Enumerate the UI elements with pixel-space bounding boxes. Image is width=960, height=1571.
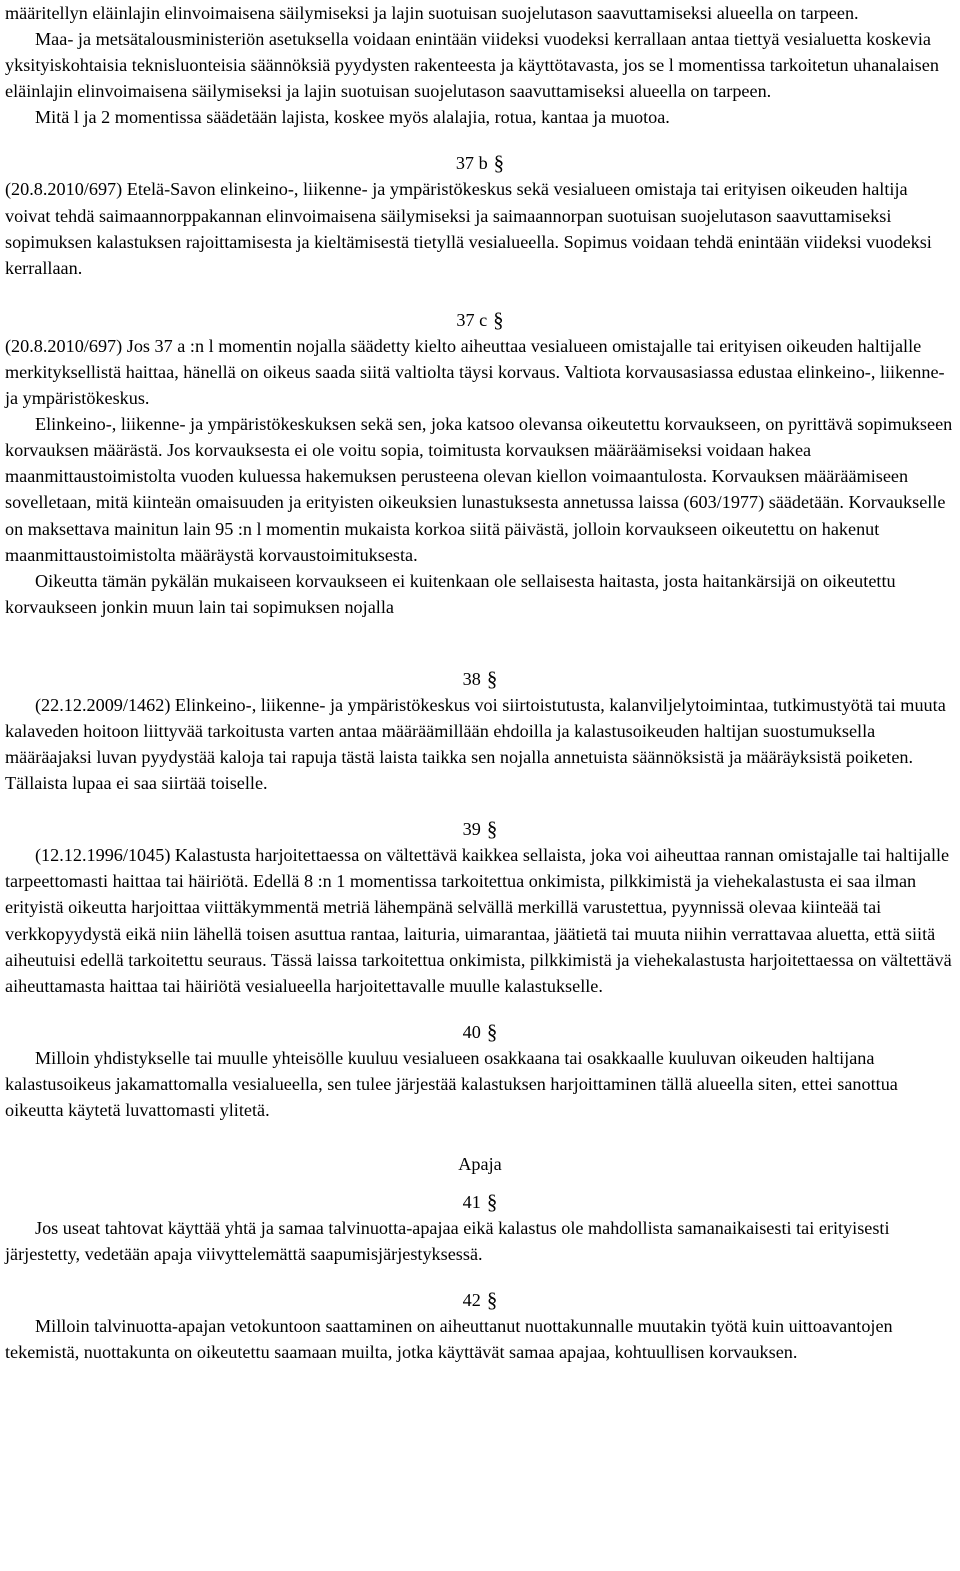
section-heading-42 (5, 1287, 955, 1313)
paragraph: Maa- ja metsätalousministeriön asetuksella voidaan enintään viideksi vuodeksi kerrallaan antaa tiettyä vesialuetta koskevia yksityiskohtaisia teknisluonteisia säännöksiä pyydysten rakenteesta ja käyttötavasta, jos se l momentissa tarkoitetun uhanalaisen eläinlajin elinvoimaisena säilymiseksi ja lajin suotuisan suojelutason saavuttamiseksi alueella on tarpeen. (5, 29, 939, 102)
section-heading-40 (5, 1019, 955, 1045)
section-sign-icon: § (486, 1190, 498, 1215)
paragraph: (12.12.1996/1045) Kalastusta harjoitettaessa on vältettävä kaikkea sellaista, joka voi aiheuttaa rannan omistajalle tai haltijalle tarpeettomasti haittaa tai häiriötä. Edellä 8 :n 1 momentissa tarkoitettua onkimista, pilkkimistä ja viehekalastusta ei saa ilman erityistä oikeutta harjoittaa viittäkymmentä metriä lähempänä selvällä merkillä varustettua, pyynnissä olevaa kiinteää tai verkkopyydystä eikä niin lähellä toisen asuttua rantaa, laituria, uimarantaa, jäätietä tai muuta niihin verrattavaa aluetta, että siitä aiheutuisi edellä tarkoitettu seuraus. Tässä laissa tarkoitettua onkimista, pilkkimistä ja viehekalastusta harjoitettaessa on vältettävä aiheuttamasta haittaa tai häiriötä vesialueella harjoitettavalle muulle kalastukselle. (5, 845, 952, 996)
paragraph: (20.8.2010/697) Etelä-Savon elinkeino-, liikenne- ja ympäristökeskus sekä vesialueen omistaja tai erityisen oikeuden haltija voivat tehdä saimaannorppakannan elinvoimaisena säilymiseksi ja saimaannorpan suotuisan suojelutason saavuttamiseksi sopimuksen kalastuksen rajoittamisesta ja kieltämisestä tietyllä vesialueella. Sopimus voidaan tehdä enintään viideksi vuodeksi kerrallaan. (5, 179, 932, 278)
paragraph: Elinkeino-, liikenne- ja ympäristökeskuksen sekä sen, joka katsoo olevansa oikeutettu korvaukseen, on pyrittävä sopimukseen korvauksen määrästä. Jos korvauksesta ei ole voitu sopia, toimitusta korvauksen määräämiseksi voidaan hakea maanmittaustoimistolta vuoden kuluessa hakemuksen perusteena olevan kiellon voimaantulosta. Korvauksen määräämiseen sovelletaan, mitä kiinteän omaisuuden ja erityisten oikeuksien lunastuksesta annetussa laissa (603/1977) säädetään. Korvaukselle on maksettava mainitun lain 95 :n l momentin mukaista korkoa siitä päivästä, jolloin korvaukseen oikeutettu on hakenut maanmittaustoimistolta määräystä korvaustoimituksesta. (5, 414, 953, 565)
paragraph: Milloin talvinuotta-apajan vetokuntoon saattaminen on aiheuttanut nuottakunnalle muutakin työtä kuin uittoavantojen tekemistä, nuottakunta on oikeutettu saamaan muilta, jotka käyttävät samaa apajaa, kohtuullisen korvauksen. (5, 1316, 893, 1363)
paragraph: Milloin yhdistykselle tai muulle yhteisölle kuuluu vesialueen osakkaana tai osakkaalle kuuluvan oikeuden haltijana kalastusoikeus jakamattomalla vesialueella, sen tulee järjestää kalastuksen harjoittaminen tällä alueella siten, ettei sanottua oikeutta käytetä luvattomasti ylitetä. (5, 1047, 898, 1120)
section-heading-39 (5, 816, 955, 842)
section-sign-icon: § (486, 1019, 498, 1044)
section-sign-icon: § (493, 307, 504, 332)
section-sign-icon: § (486, 1288, 498, 1313)
paragraph: määritellyn eläinlajin elinvoimaisena säilymiseksi ja lajin suotuisan suojelutason saavuttamiseksi alueella on tarpeen. (5, 3, 859, 23)
section-number: 40 (462, 1021, 481, 1042)
paragraph: (22.12.2009/1462) Elinkeino-, liikenne- ja ympäristökeskus voi siirtoistutusta, kalanviljelytoimintaa, tutkimustyötä tai muuta kalaveden hoitoon liittyvää tarkoitusta varten antaa määräämillään ehdoilla ja kalastusoikeuden haltijan suostumuksella määräajaksi luvan pyydystää kaloja tai rapuja tästä laista taikka sen nojalla annetuista säännöksistä ja määräyksistä poiketen. Tällaista lupaa ei saa siirtää toiselle. (5, 694, 946, 794)
section-number: 37 b (455, 153, 488, 174)
section-heading-41 (5, 1189, 955, 1215)
section-sign-icon: § (486, 666, 498, 691)
section-heading-38 (5, 666, 955, 692)
section-number: 41 (462, 1192, 481, 1213)
paragraph: (20.8.2010/697) Jos 37 a :n l momentin nojalla säädetty kielto aiheuttaa vesialueen omistajalle tai erityisen oikeuden haltijalle merkityksellistä haittaa, hänellä on oikeus saada siitä valtiolta täysi korvaus. Valtiota korvausasiassa edustaa elinkeino-, liikenne- ja ympäristökeskus. (5, 335, 945, 409)
document-page (5, 0, 955, 1365)
paragraph: Mitä l ja 2 momentissa säädetään lajista, koskee myös alalajia, rotua, kantaa ja muotoa. (35, 107, 670, 128)
section-number: 38 (462, 668, 481, 689)
section-sign-icon: § (493, 151, 505, 176)
section-number: 39 (462, 819, 481, 840)
section-heading-37b (5, 150, 955, 176)
section-number: 37 c (456, 309, 488, 330)
paragraph: Jos useat tahtovat käyttää yhtä ja samaa talvinuotta-apajaa eikä kalastus ole mahdollista samanaikaisesti tai erityisesti järjestetty, vedetään apaja viivyttelemättä saapumisjärjestyksessä. (5, 1218, 890, 1265)
chapter-heading: Apaja (458, 1154, 502, 1175)
section-heading-37c (5, 307, 955, 333)
paragraph: Oikeutta tämän pykälän mukaiseen korvaukseen ei kuitenkaan ole sellaisesta haitasta, josta haitankärsijä on oikeutettu korvaukseen jonkin muun lain tai sopimuksen nojalla (5, 570, 896, 617)
section-sign-icon: § (486, 817, 498, 842)
section-number: 42 (462, 1290, 481, 1311)
